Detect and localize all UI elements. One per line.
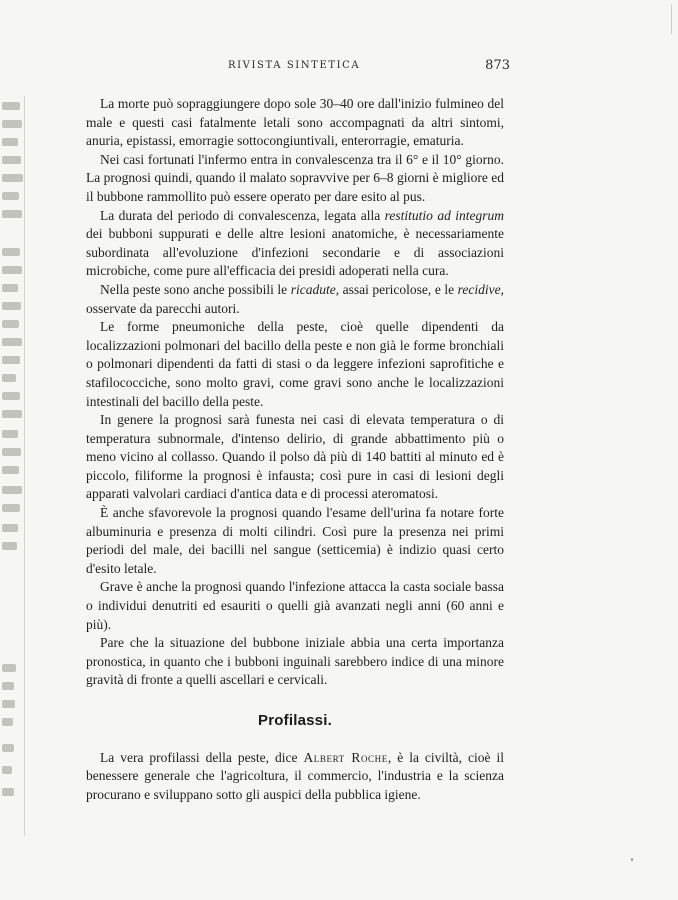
page-edge-mark (671, 4, 672, 34)
margin-gutter-line (24, 96, 25, 836)
bleed-fragment (2, 266, 22, 274)
paragraph: La durata del periodo di convalescenza, legata alla restitutio ad integrum dei bubboni suppurati e delle altre lesioni anatomiche, è necessariamente subordinata all'evoluzione d'infezioni secondarie e di associazioni microbiche, come pure all'efficacia dei presidi adoperati nella cura. (86, 207, 504, 279)
bleed-fragment (2, 486, 22, 494)
section-title: Profilassi. (258, 712, 332, 729)
paragraph: La vera profilassi della peste, dice Albert Roche, è la civiltà, cioè il benessere generale che l'agricoltura, il commercio, l'industria e la scienza procurano e sviluppano sotto gli auspici della pubblica igiene. (86, 749, 504, 802)
body-text (86, 95, 504, 804)
margin-bleed-through (0, 96, 44, 836)
bleed-fragment (2, 664, 16, 672)
bleed-fragment (2, 788, 14, 796)
bleed-fragment (2, 466, 19, 474)
bleed-fragment (2, 156, 21, 164)
paragraph: La morte può sopraggiungere dopo sole 30–40 ore dall'inizio fulmineo del male e questi casi fatalmente letali sono accompagnati da altri sintomi, anuria, epistassi, emorragie sottocongiuntivali, enterorragie, ematuria. (86, 96, 504, 149)
paragraph: Nei casi fortunati l'infermo entra in convalescenza tra il 6° e il 10° giorno. La prognosi quindi, quando il malato sopravvive per 6–8 giorni è migliore ed il bubbone rammollito può essere operato per dare esito al pus. (86, 151, 504, 204)
paragraph: Grave è anche la prognosi quando l'infezione attacca la casta sociale bassa o individui denutriti ed esauriti o quelli già avanzati negli anni (60 anni e più). (86, 579, 504, 632)
italic-latin-phrase: restitutio ad integrum (384, 207, 504, 223)
bleed-fragment (2, 542, 17, 550)
paragraph: In genere la prognosi sarà funesta nei casi di elevata temperatura o di temperatura subnormale, d'intenso delirio, di grande abbattimento più o meno vicino al collasso. Quando il polso dà più di 140 battiti al minuto ed è piccolo, filiforme la prognosi è infausta; così pure in casi di lesioni degli apparati valvolari cardiaci d'antica data e di processi ateromatosi. (86, 412, 504, 502)
bleed-fragment (2, 504, 20, 512)
bleed-fragment (2, 744, 14, 752)
bleed-fragment (2, 192, 19, 200)
bleed-fragment (2, 102, 20, 110)
bleed-fragment (2, 682, 14, 690)
bleed-fragment (2, 448, 21, 456)
paragraph: È anche sfavorevole la prognosi quando l'esame dell'urina fa notare forte albuminuria e presenza di molti cilindri. Così pure la presenza nei primi periodi del male, dei bacilli nel sangue (setticemia) è indizio quasi certo d'esito letale. (86, 505, 504, 576)
page-number: 873 (485, 58, 510, 73)
bleed-fragment (2, 320, 19, 328)
italic-term: recidive (457, 281, 501, 297)
paragraph: Nella peste sono anche possibili le ricadute, assai pericolose, e le recidive, osservate da parecchi autori. (86, 281, 504, 316)
bleed-fragment (2, 374, 16, 382)
bleed-fragment (2, 120, 22, 128)
bleed-fragment (2, 248, 20, 256)
italic-term: ricadute (290, 281, 336, 297)
bleed-fragment (2, 138, 18, 146)
bleed-fragment (2, 302, 21, 310)
running-head: RIVISTA SINTETICA (228, 60, 361, 71)
paragraph: Le forme pneumoniche della peste, cioè quelle dipendenti da localizzazioni polmonari del bacillo della peste e non già le forme bronchiali o polmonari dipendenti da fatti di stasi o da leggere infezioni saprofitiche e stafilococciche, sono molto gravi, come gravi sono anche le localizzazioni intestinali del bacillo della peste. (86, 319, 504, 409)
bleed-fragment (2, 210, 22, 218)
bleed-fragment (2, 718, 13, 726)
bleed-fragment (2, 700, 15, 708)
bleed-fragment (2, 174, 23, 182)
bleed-fragment (2, 430, 18, 438)
bleed-fragment (2, 338, 22, 346)
bleed-fragment (2, 766, 12, 774)
bleed-fragment (2, 284, 18, 292)
page-header (96, 58, 516, 78)
bleed-fragment (2, 524, 18, 532)
author-name: Albert Roche (303, 749, 388, 765)
paper-speck (631, 858, 633, 861)
bleed-fragment (2, 410, 22, 418)
bleed-fragment (2, 356, 20, 364)
bleed-fragment (2, 392, 20, 400)
paragraph: Pare che la situazione del bubbone iniziale abbia una certa importanza pronostica, in quanto che i bubboni inguinali sarebbero indice di una minore gravità di fronte a quelli ascellari e cervicali. (86, 635, 504, 688)
